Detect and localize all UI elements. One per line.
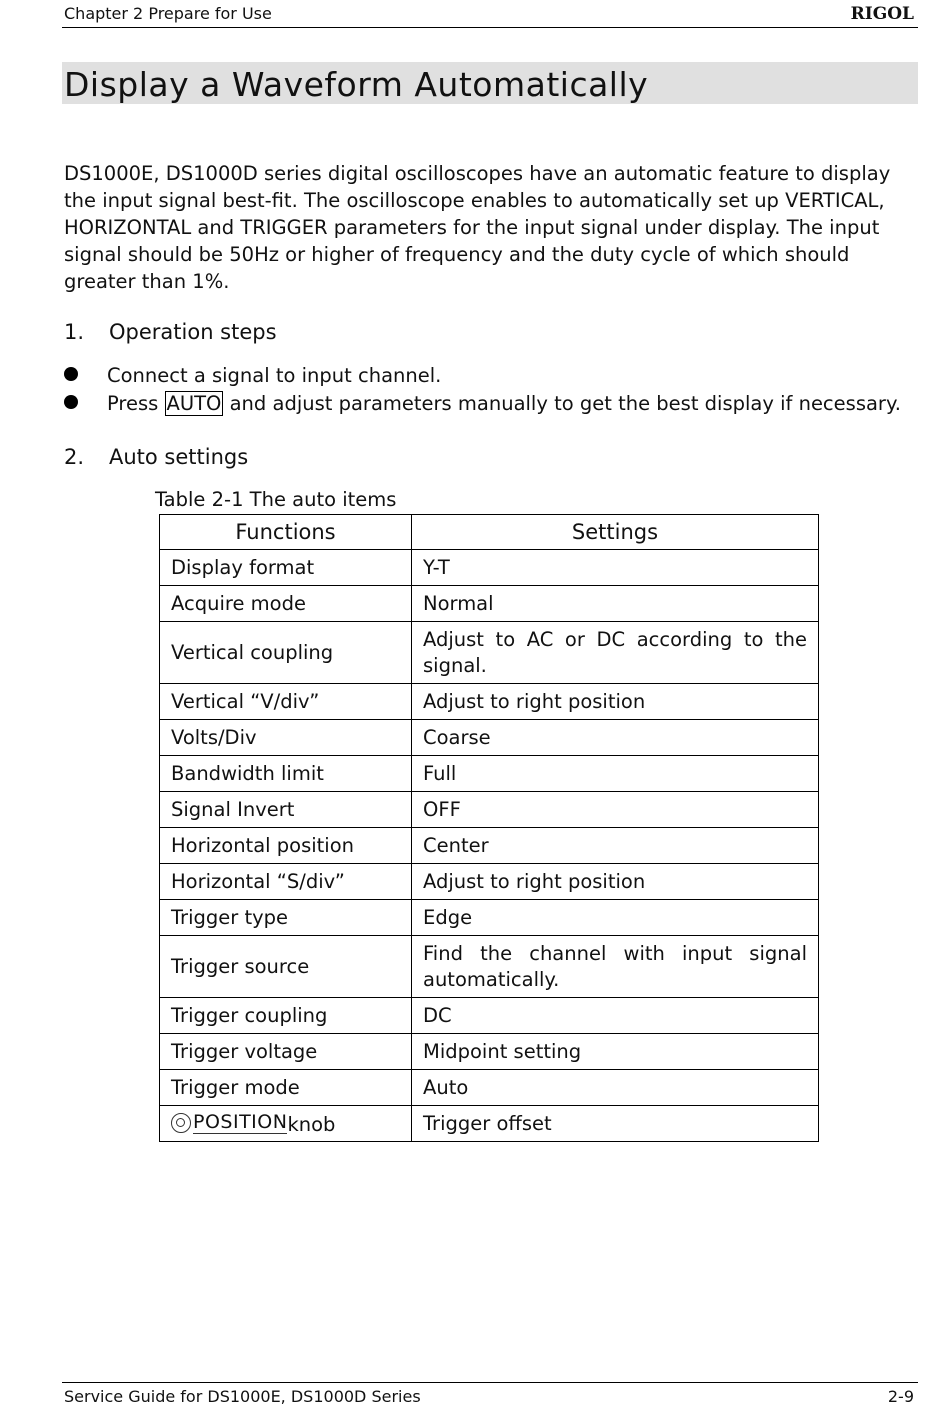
table-row — [160, 586, 819, 622]
table-row — [160, 1070, 819, 1106]
table-row — [160, 1034, 819, 1070]
function-cell: Bandwidth limit — [160, 756, 412, 792]
setting-cell: Edge — [412, 900, 819, 936]
table-row — [160, 792, 819, 828]
brand-logo: RIGOL — [850, 4, 914, 24]
setting-cell: Coarse — [412, 720, 819, 756]
intro-paragraph: DS1000E, DS1000D series digital oscilloscopes have an automatic feature to display the input signal best-fit. The oscilloscope enables to automatically set up VERTICAL, HORIZONTAL and TRIGGER parameters for the input signal under display. The input signal should be 50Hz or higher of frequency and the duty cycle of which should greater than 1%. — [64, 162, 891, 293]
table-row — [160, 864, 819, 900]
auto-key-label: AUTO — [166, 392, 222, 415]
table-row — [160, 1106, 819, 1142]
step-suffix: and adjust parameters manually to get the best display if necessary. — [223, 392, 901, 415]
step-text: Connect a signal to input channel. — [107, 364, 442, 387]
setting-cell: OFF — [412, 792, 819, 828]
step-item — [64, 364, 441, 387]
step-item — [64, 392, 901, 415]
auto-items-table — [159, 514, 819, 1142]
table-row — [160, 998, 819, 1034]
table-caption: Table 2-1 The auto items — [155, 488, 397, 511]
setting-cell: Center — [412, 828, 819, 864]
function-cell — [160, 1106, 412, 1142]
function-cell: Vertical coupling — [160, 622, 412, 684]
bullet-icon — [64, 395, 78, 409]
table-header-row — [160, 515, 819, 550]
setting-cell: Adjust to right position — [412, 684, 819, 720]
setting-cell: Trigger offset — [412, 1106, 819, 1142]
table-row — [160, 550, 819, 586]
function-cell: Trigger coupling — [160, 998, 412, 1034]
setting-cell: Adjust to AC or DC according to the signal. — [412, 622, 819, 684]
setting-cell: DC — [412, 998, 819, 1034]
function-cell: Vertical “V/div” — [160, 684, 412, 720]
table-row — [160, 720, 819, 756]
function-cell: Horizontal position — [160, 828, 412, 864]
section-auto-settings — [64, 445, 248, 469]
title-bar — [62, 62, 918, 104]
function-cell: Signal Invert — [160, 792, 412, 828]
setting-cell: Adjust to right position — [412, 864, 819, 900]
setting-cell: Normal — [412, 586, 819, 622]
table-row — [160, 756, 819, 792]
settings-header: Settings — [412, 515, 819, 550]
function-cell: Trigger source — [160, 936, 412, 998]
table-row — [160, 828, 819, 864]
functions-header: Functions — [160, 515, 412, 550]
step-prefix: Press — [107, 392, 159, 415]
page-number: 2-9 — [887, 1387, 914, 1406]
section-number: 1. — [64, 320, 85, 344]
function-cell: Volts/Div — [160, 720, 412, 756]
position-knob-icon — [171, 1113, 191, 1133]
function-cell: Trigger type — [160, 900, 412, 936]
table-row — [160, 622, 819, 684]
function-cell: Trigger mode — [160, 1070, 412, 1106]
section-title: Auto settings — [109, 445, 249, 469]
setting-cell: Full — [412, 756, 819, 792]
knob-suffix: knob — [287, 1113, 336, 1136]
section-operation-steps — [64, 320, 277, 344]
guide-title: Service Guide for DS1000E, DS1000D Series — [64, 1387, 421, 1406]
function-cell: Acquire mode — [160, 586, 412, 622]
setting-cell: Find the channel with input signal automatically. — [412, 936, 819, 998]
position-knob-label: POSITION — [193, 1111, 288, 1133]
function-cell: Trigger voltage — [160, 1034, 412, 1070]
table-row — [160, 684, 819, 720]
table-row — [160, 936, 819, 998]
table-row — [160, 900, 819, 936]
page-header — [62, 0, 918, 28]
setting-cell: Auto — [412, 1070, 819, 1106]
page-title: Display a Waveform Automatically — [64, 65, 649, 104]
setting-cell: Midpoint setting — [412, 1034, 819, 1070]
function-cell: Horizontal “S/div” — [160, 864, 412, 900]
chapter-title: Chapter 2 Prepare for Use — [64, 4, 272, 23]
bullet-icon — [64, 367, 78, 381]
page-footer — [62, 1382, 918, 1413]
function-cell: Display format — [160, 550, 412, 586]
setting-cell: Y-T — [412, 550, 819, 586]
section-number: 2. — [64, 445, 85, 469]
section-title: Operation steps — [109, 320, 277, 344]
